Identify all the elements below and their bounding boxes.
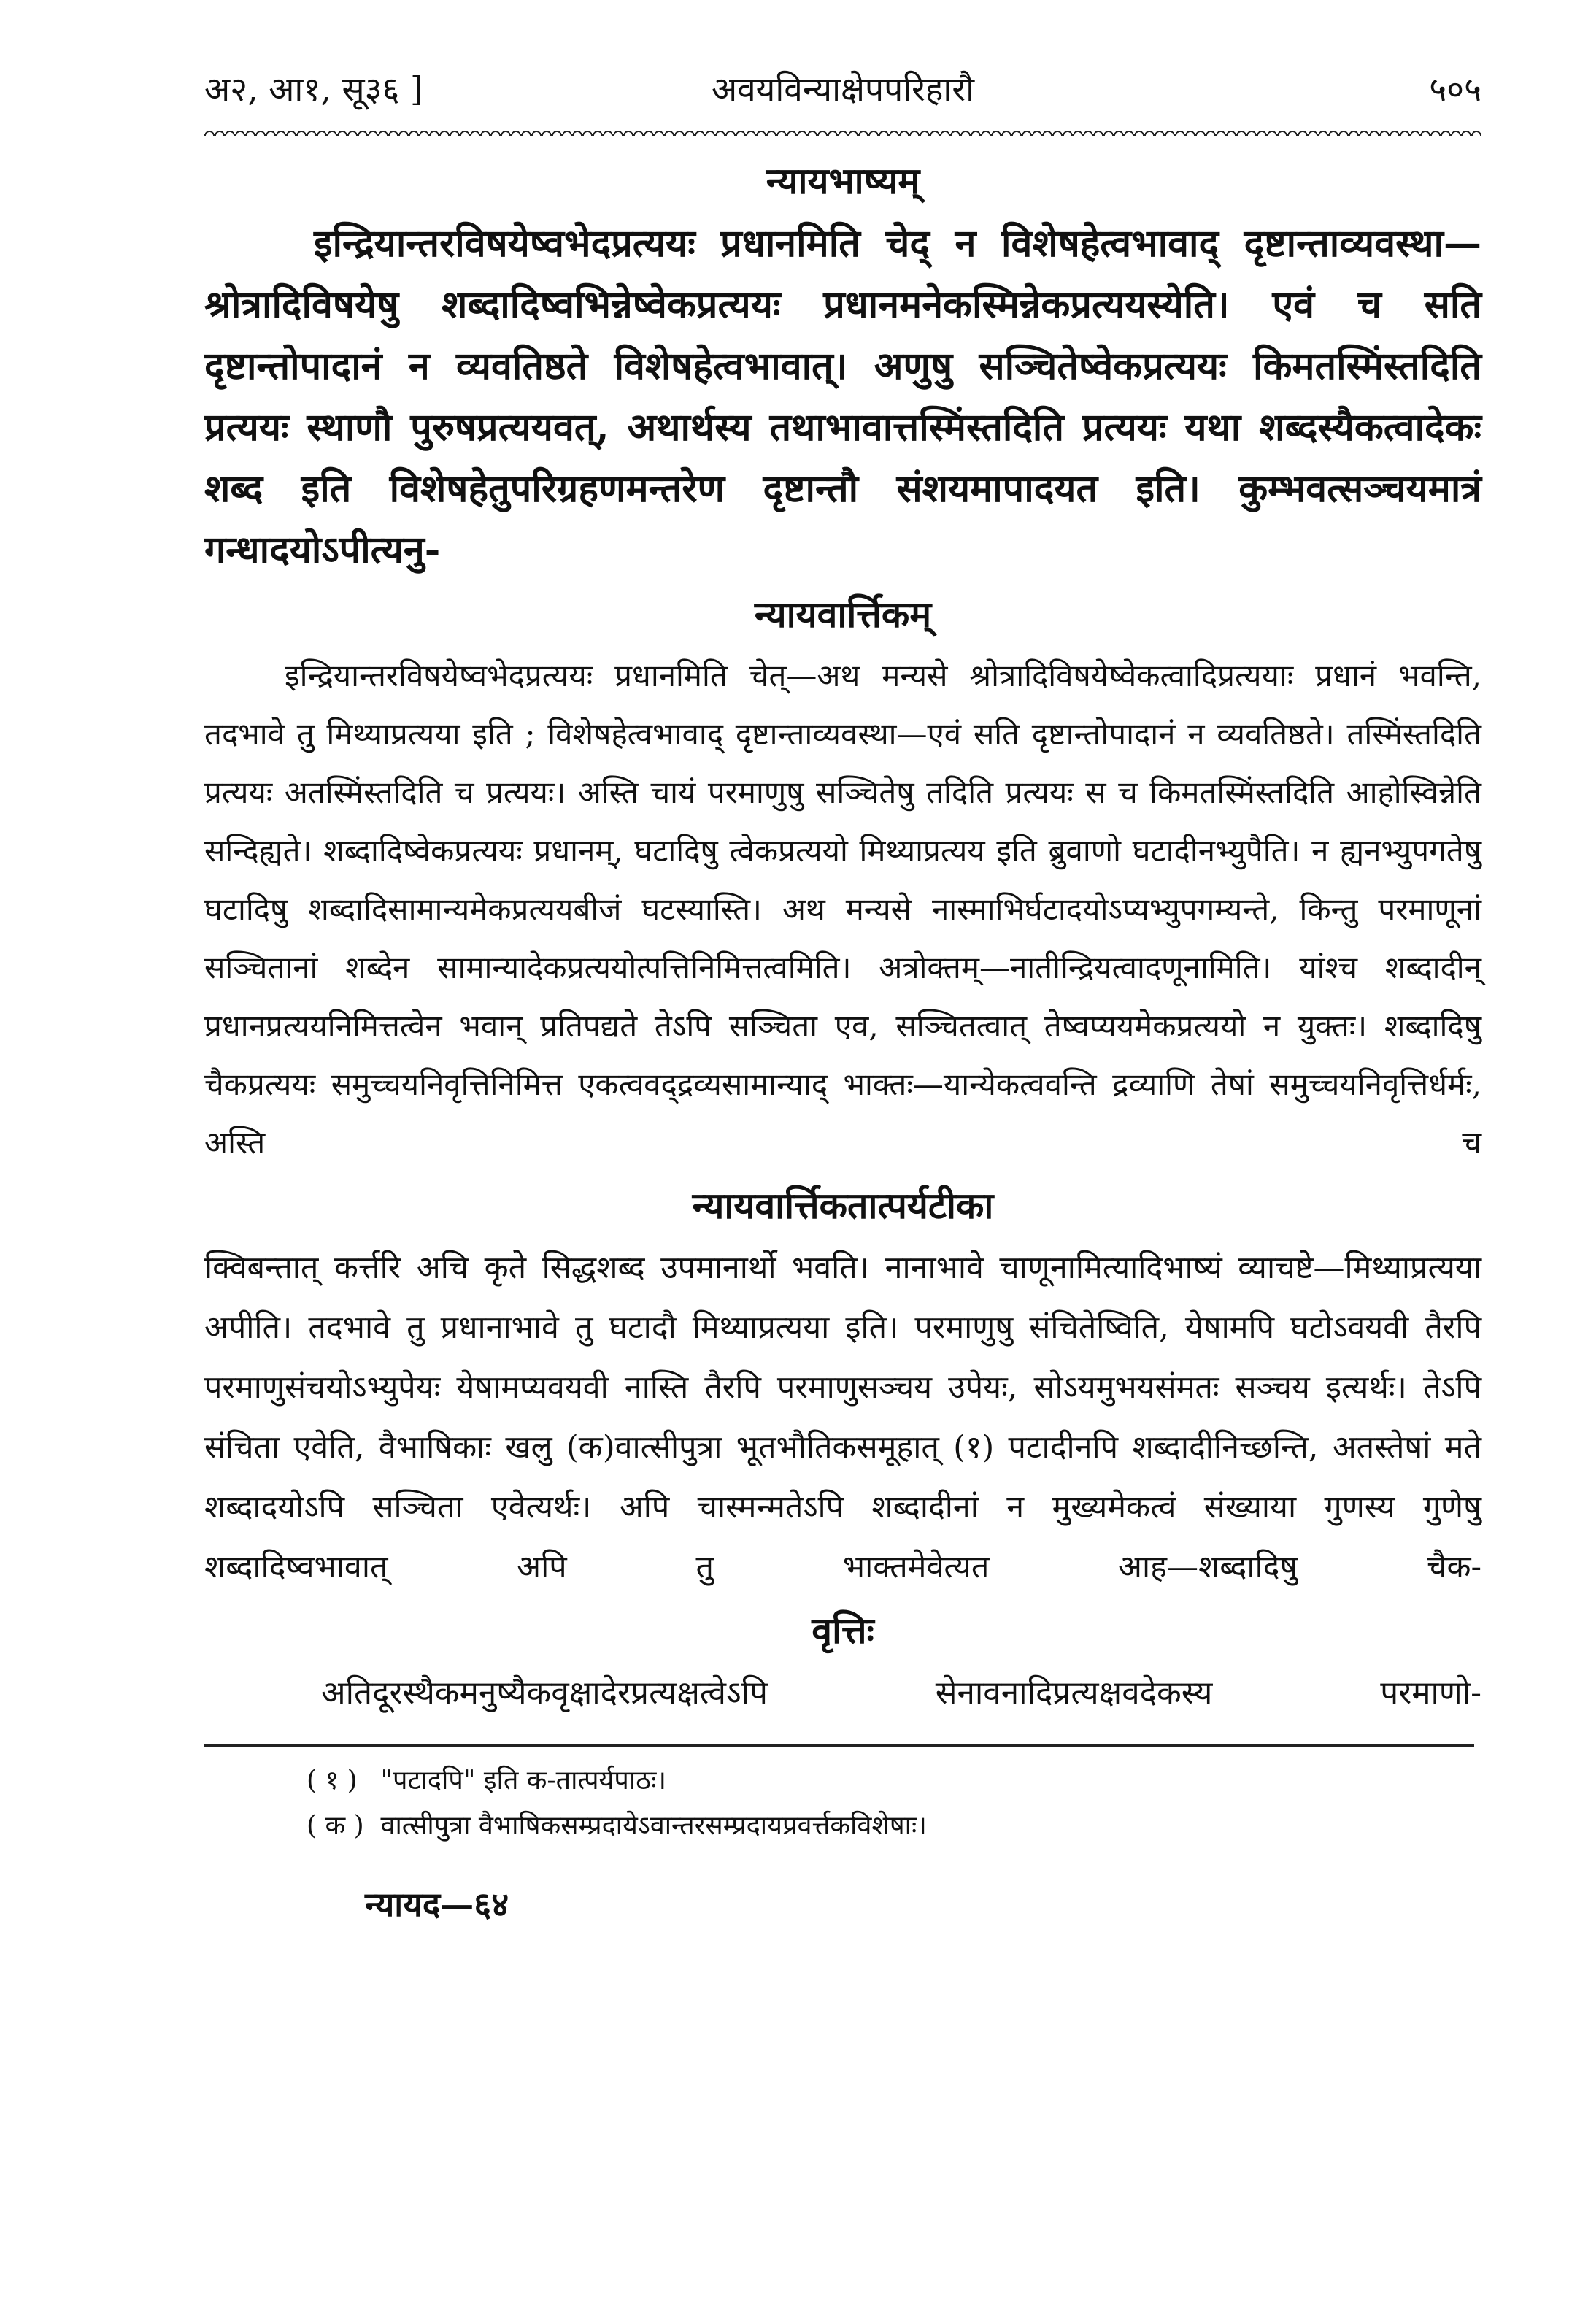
section-title-vritti: वृत्तिः (812, 1609, 874, 1652)
section-tatparya-tika (204, 1180, 1481, 1597)
page-number: ५०५ (1429, 69, 1481, 109)
vritti-text: अतिदूरस्थैकमनुष्यैकवृक्षादेरप्रत्यक्षत्वेऽपि सेनावनादिप्रत्यक्षवदेकस्य परमाणो- (321, 1674, 1481, 1712)
section-nyaya-bhashya (204, 155, 1481, 581)
running-title: अवयविन्याक्षेपपरिहारौ (711, 69, 975, 109)
chapter-reference: अ२, आ१, सू३६ ] (204, 69, 423, 109)
book-page (204, 51, 1481, 1926)
footnote-text: "पटादपि" इति क-तात्पर्यपाठः। (380, 1766, 667, 1796)
footnotes (204, 1758, 1481, 1849)
section-nyaya-varttika (204, 588, 1481, 1172)
section-title-varttika: न्यायवार्त्तिकम् (754, 593, 932, 636)
varttika-text: इन्द्रियान्तरविषयेष्वभेदप्रत्ययः प्रधानमिति चेत्—अथ मन्यसे श्रोत्रादिविषयेष्वेकत्वादिप्रत्ययाः प्रधानं भवन्ति, तदभावे तु मिथ्याप्रत्यया इति ; विशेषहेत्वभावाद् दृष्टान्ताव्यवस्था—एवं सति दृष्टान्तोपादानं न व्यवतिष्ठते। तस्मिंस्तदिति प्रत्ययः अतस्मिंस्तदिति च प्रत्ययः। अस्ति चायं परमाणुषु सञ्चितेषु तदिति प्रत्ययः स च किमतस्मिंस्तदिति आहोस्विन्नेति सन्दिह्यते। शब्दादिष्वेकप्रत्ययः प्रधानम्, घटादिषु त्वेकप्रत्ययो मिथ्याप्रत्यय इति ब्रुवाणो घटादीनभ्युपैति। न ह्यनभ्युपगतेषु घटादिषु शब्दादिसामान्यमेकप्रत्ययबीजं घटस्यास्ति। अथ मन्यसे नास्माभिर्घटादयोऽप्यभ्युपगम्यन्ते, किन्तु परमाणूनां सञ्चितानां शब्देन सामान्यादेकप्रत्ययोत्पत्तिनिमित्तत्वमिति। अत्रोक्तम्—नातीन्द्रियत्वादणूनामिति। यांश्च शब्दादीन् प्रधानप्रत्ययनिमित्तत्वेन भवान् प्रतिपद्यते तेऽपि सञ्चिता एव, सञ्चितत्वात् तेष्वप्ययमेकप्रत्ययो न युक्तः। शब्दादिषु चैकप्रत्ययः समुच्चयनिवृत्तिनिमित्त एकत्ववद्द्रव्यसामान्याद् भाक्तः—यान्येकत्ववन्ति द्रव्याणि तेषां समुच्चयनिवृत्तिर्धर्मः, अस्ति च (204, 658, 1481, 1161)
bhashya-text: इन्द्रियान्तरविषयेष्वभेदप्रत्ययः प्रधानमिति चेद् न विशेषहेत्वभावाद् दृष्टान्ताव्यवस्था—श्रोत्रादिविषयेषु शब्दादिष्वभिन्नेष्वेकप्रत्ययः प्रधानमनेकस्मिन्नेकप्रत्ययस्येति। एवं च सति दृष्टान्तोपादानं न व्यवतिष्ठते विशेषहेत्वभावात्। अणुषु सञ्चितेष्वेकप्रत्ययः किमतस्मिंस्तदिति प्रत्ययः स्थाणौ पुरुषप्रत्ययवत्, अथार्थस्य तथाभावात्तस्मिंस्तदिति प्रत्ययः यथा शब्दस्यैकत्वादेकः शब्द इति विशेषहेतुपरिग्रहणमन्तरेण दृष्टान्तौ संशयमापादयत इति। कुम्भवत्सञ्चयमात्रं गन्धादयोऽपीत्यनु- (204, 221, 1481, 572)
running-header (204, 51, 1481, 131)
footnote (307, 1804, 1481, 1849)
footnote (307, 1758, 1481, 1804)
section-title-bhashya: न्यायभाष्यम् (766, 159, 920, 202)
tika-text: क्विबन्तात् कर्त्तरि अचि कृते सिद्धशब्द उपमानार्थो भवति। नानाभावे चाणूनामित्यादिभाष्यं व्याचष्टे—मिथ्याप्रत्यया अपीति। तदभावे तु प्रधानाभावे तु घटादौ मिथ्याप्रत्यया इति। परमाणुषु संचितेष्विति, येषामपि घटोऽवयवी तैरपि परमाणुसंचयोऽभ्युपेयः येषामप्यवयवी नास्ति तैरपि परमाणुसञ्चय उपेयः, सोऽयमुभयसंमतः सञ्चय इत्यर्थः। तेऽपि संचिता एवेति, वैभाषिकाः खलु (क)वात्सीपुत्रा भूतभौतिकसमूहात् (१) पटादीनपि शब्दादीनिच्छन्ति, अतस्तेषां मते शब्दादयोऽपि सञ्चिता एवेत्यर्थः। अपि चास्मन्मतेऽपि शब्दादीनां न मुख्यमेकत्वं संख्याया गुणस्य गुणेषु शब्दादिष्वभावात् अपि तु भाक्तमेवेत्यत आह—शब्दादिषु चैक- (204, 1250, 1481, 1585)
section-title-tika: न्यायवार्त्तिकतात्पर्यटीका (692, 1184, 994, 1227)
section-vritti (204, 1604, 1481, 1724)
printer-signature: न्यायद—६४ (365, 1885, 509, 1924)
footnote-text: वात्सीपुत्रा वैभाषिकसम्प्रदायेऽवान्तरसम्प्रदायप्रवर्त्तकविशेषाः। (380, 1811, 927, 1841)
footnote-mark: ( १ ) (307, 1766, 358, 1796)
footnote-divider (204, 1744, 1474, 1747)
footnote-mark: ( क ) (307, 1811, 364, 1841)
